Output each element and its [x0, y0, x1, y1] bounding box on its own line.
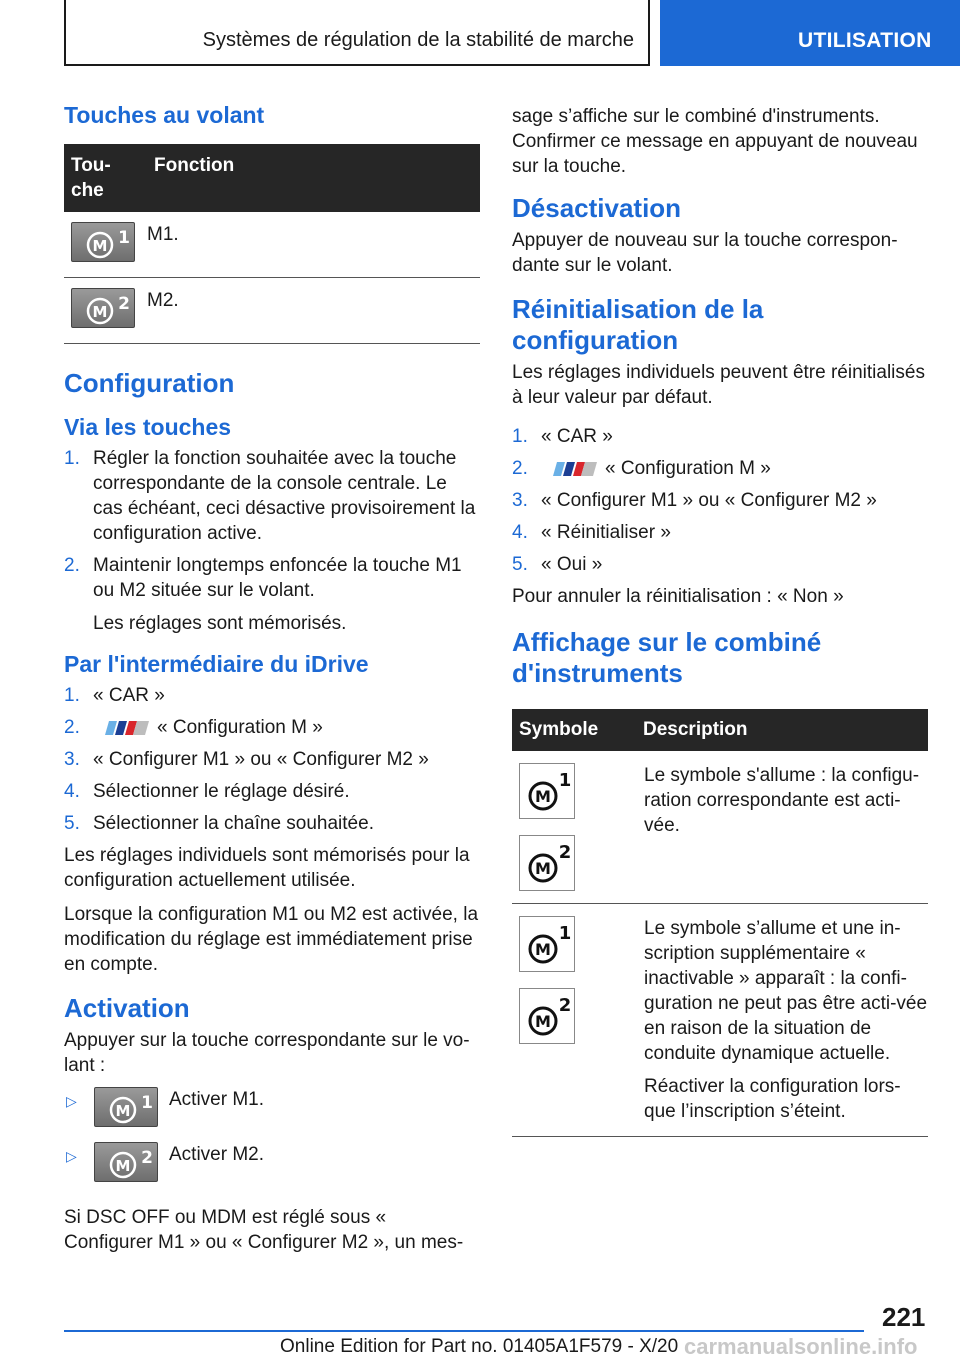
- right-column: [512, 104, 928, 1137]
- m1-button-icon: [71, 222, 135, 262]
- list-item: 4. « Réinitialiser »: [512, 522, 671, 543]
- list-item: 3. « Configurer M1 » ou « Configurer M2 »: [64, 749, 429, 770]
- table-row: [512, 904, 928, 1137]
- table-header-key: Tou- che: [64, 144, 147, 212]
- paragraph-reset: Les réglages individuels peuvent être réinitialisés à leur valeur par défaut.: [512, 362, 925, 408]
- svg-text:1: 1: [558, 923, 572, 944]
- svg-text:M: M: [535, 1012, 551, 1031]
- section-tab-label: UTILISATION: [798, 29, 932, 52]
- steering-keys-table: [64, 144, 480, 344]
- table-header-row: [64, 144, 480, 212]
- paragraph-saved: Les réglages individuels sont mémorisés pour la configuration actuellement utilisée.: [64, 845, 470, 891]
- list-item: ▷ M 2 Activer M2.: [64, 1142, 480, 1197]
- svg-text:1: 1: [558, 770, 572, 791]
- svg-text:M: M: [92, 303, 108, 321]
- paragraph-dsc: Si DSC OFF ou MDM est réglé sous « Configurer M1 » ou « Configurer M2 », un mes-: [64, 1207, 464, 1253]
- table-header-function: Fonction: [147, 144, 480, 212]
- svg-text:1: 1: [118, 228, 130, 248]
- svg-text:2: 2: [558, 995, 572, 1016]
- paragraph-activated: Lorsque la configuration M1 ou M2 est activée, la modification du réglage est immédiatement prise en compte.: [64, 904, 479, 975]
- paragraph-continued: sage s’affiche sur le combiné d'instruments. Confirmer ce message en appuyant de nouveau sur la touche.: [512, 106, 918, 177]
- svg-text:1: 1: [141, 1093, 153, 1113]
- description-lit: Le symbole s'allume : la configu-ration correspondante est acti-vée.: [636, 751, 928, 904]
- table-row: [64, 278, 480, 344]
- list-item: 5. Sélectionner la chaîne souhaitée.: [64, 813, 374, 834]
- table-header-row: [512, 709, 928, 751]
- function-m1: M1.: [147, 212, 480, 278]
- section-tab[interactable]: [660, 0, 960, 66]
- table-header-description: Description: [636, 709, 928, 751]
- list-item: 1. Régler la fonction souhaitée avec la touche correspondante de la console centrale. Le cas échéant, ceci désactive provisoirement la configuration active.: [64, 448, 476, 544]
- list-item: 2. Maintenir longtemps enfoncée la touche M1 ou M2 située sur le volant. Les réglages sont mémorisés.: [64, 555, 462, 634]
- chapter-title: Systèmes de régulation de la stabilité de marche: [202, 29, 634, 51]
- list-item: 5. « Oui »: [512, 554, 603, 575]
- page-header: [0, 0, 960, 66]
- list-item: 2. « Configuration M »: [64, 717, 323, 738]
- function-m2: M2.: [147, 278, 480, 344]
- m1-indicator-icon: [519, 763, 575, 819]
- idrive-steps: [64, 683, 480, 836]
- triangle-bullet-icon: ▷: [66, 1148, 77, 1164]
- svg-text:2: 2: [558, 842, 572, 863]
- m1-indicator-icon: [519, 916, 575, 972]
- svg-text:M: M: [535, 787, 551, 806]
- via-keys-title: Via les touches: [64, 414, 232, 440]
- paragraph-cancel: Pour annuler la réinitialisation : « Non »: [512, 586, 844, 607]
- left-column: [64, 100, 480, 1264]
- table-row: [64, 212, 480, 278]
- list-item: 3. « Configurer M1 » ou « Configurer M2 »: [512, 490, 877, 511]
- paragraph-deactivation: Appuyer de nouveau sur la touche correspon-dante sur le volant.: [512, 230, 898, 276]
- activation-title: Activation: [64, 993, 190, 1023]
- reset-steps: [512, 424, 928, 577]
- list-item: 1. « CAR »: [64, 685, 165, 706]
- via-keys-steps: [64, 446, 480, 636]
- deactivation-title: Désactivation: [512, 193, 682, 223]
- svg-text:M: M: [115, 1157, 131, 1175]
- description-inactivable: Le symbole s’allume et une in-scription supplémentaire « inactivable » apparaît : la confi-guration ne peut pas être acti-vée en raison de la situation de conduite dynamique actuelle. Réactiver la configuration lors-que l’inscription s’éteint.: [636, 904, 928, 1137]
- table-row: [512, 751, 928, 904]
- m2-button-icon: [94, 1142, 158, 1182]
- activation-list: [64, 1087, 480, 1197]
- paragraph-activation: Appuyer sur la touche correspondante sur le vo-lant :: [64, 1030, 470, 1076]
- list-item: 2. « Configuration M »: [512, 458, 771, 479]
- svg-text:M: M: [535, 859, 551, 878]
- m2-indicator-icon: [519, 835, 575, 891]
- chapter-box: [64, 0, 650, 66]
- watermark: carmanualsonline.info: [684, 1334, 918, 1359]
- m1-button-icon: [94, 1087, 158, 1127]
- svg-text:2: 2: [118, 294, 130, 314]
- m-stripes-icon: [551, 462, 597, 476]
- footer-divider: [64, 1330, 864, 1332]
- edition-footer: Online Edition for Part no. 01405A1F579 - X/20: [280, 1336, 679, 1357]
- configuration-title: Configuration: [64, 368, 235, 398]
- svg-text:M: M: [92, 237, 108, 255]
- svg-text:M: M: [115, 1102, 131, 1120]
- list-item: 4. Sélectionner le réglage désiré.: [64, 781, 350, 802]
- table-header-symbol: Symbole: [512, 709, 636, 751]
- m-stripes-icon: [103, 721, 149, 735]
- reset-title: Réinitialisation de la configuration: [512, 294, 764, 355]
- list-item: 1. « CAR »: [512, 426, 613, 447]
- svg-text:2: 2: [141, 1148, 153, 1168]
- m2-button-icon: [71, 288, 135, 328]
- page-number: 221: [882, 1302, 926, 1332]
- triangle-bullet-icon: ▷: [66, 1093, 77, 1109]
- idrive-title: Par l'intermédiaire du iDrive: [64, 651, 369, 677]
- list-item: ▷ M 1 Activer M1.: [64, 1087, 480, 1142]
- symbols-table: [512, 709, 928, 1137]
- display-title: Affichage sur le combiné d'instruments: [512, 627, 822, 688]
- svg-text:M: M: [535, 940, 551, 959]
- keys-title: Touches au volant: [64, 102, 265, 128]
- m2-indicator-icon: [519, 988, 575, 1044]
